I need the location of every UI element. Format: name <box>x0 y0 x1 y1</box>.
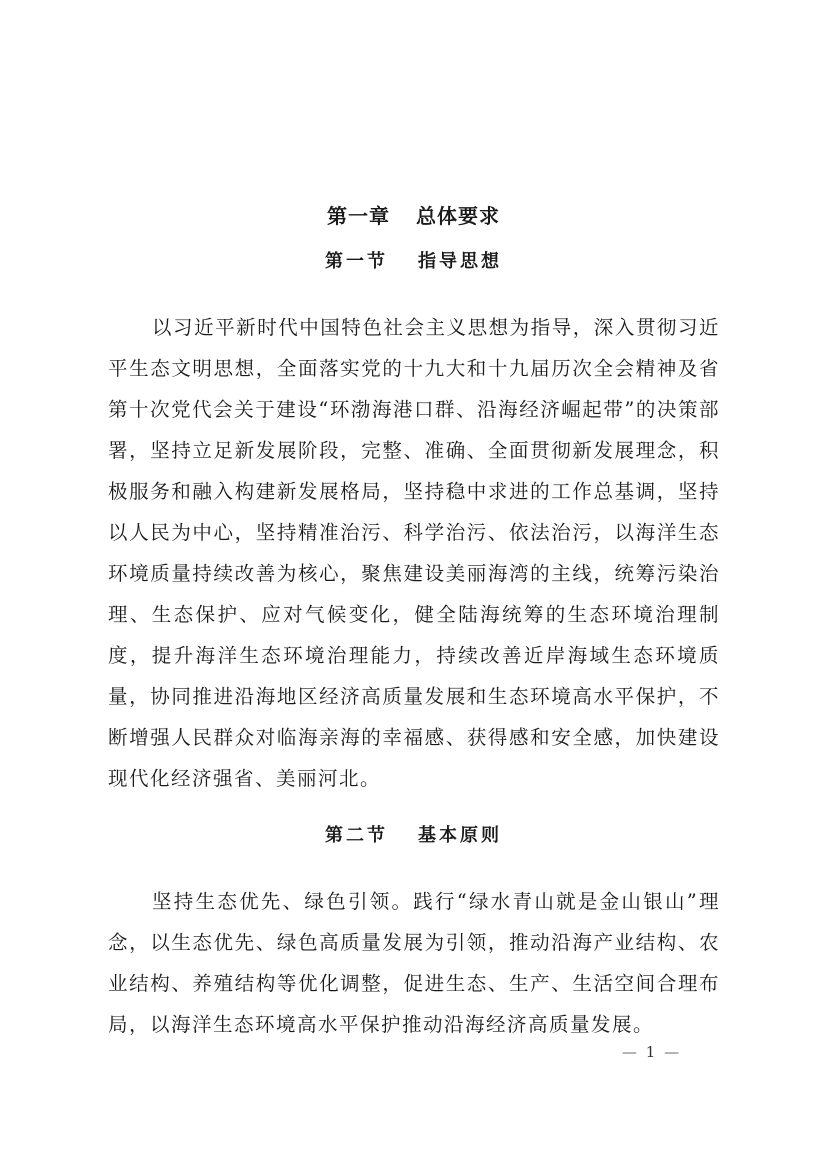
footer-dash-left: — <box>622 1043 639 1061</box>
page-footer <box>622 1043 681 1061</box>
footer-dash-right: — <box>664 1043 682 1061</box>
section-1-paragraph: 以习近平新时代中国特色社会主义思想为指导，深入贯彻习近平生态文明思想，全面落实党的十九大和十九届历次全会精神及省第十次党代会关于建设“环渤海港口群、沿海经济崛起带”的决策部署，坚持立足新发展阶段，完整、准确、全面贯彻新发展理念，积极服务和融入构建新发展格局，坚持稳中求进的工作总基调，坚持以人民为中心，坚持精准治污、科学治污、依法治污，以海洋生态环境质量持续改善为核心，聚焦建设美丽海湾的主线，统筹污染治理、生态保护、应对气候变化，健全陆海统筹的生态环境治理制度，提升海洋生态环境治理能力，持续改善近岸海域生态环境质量，协同推进沿海地区经济高质量发展和生态环境高水平保护，不断增强人民群众对临海亲海的幸福感、获得感和安全感，加快建设现代化经济强省、美丽河北。 <box>108 316 720 790</box>
section-1-number: 第一节 <box>325 251 388 272</box>
section-2-title <box>0 821 827 847</box>
section-2-name: 基本原则 <box>418 825 502 846</box>
page-number: 1 <box>645 1043 658 1061</box>
chapter-title <box>0 200 827 229</box>
section-1-name: 指导思想 <box>418 251 502 272</box>
section-2-number: 第二节 <box>325 825 388 846</box>
chapter-name: 总体要求 <box>416 204 500 228</box>
section-2-paragraph: 坚持生态优先、绿色引领。践行“绿水青山就是金山银山”理念，以生态优先、绿色高质量发展为引领，推动沿海产业结构、农业结构、养殖结构等优化调整，促进生态、生产、生活空间合理布局，以海洋生态环境高水平保护推动沿海经济高质量发展。 <box>108 890 720 1036</box>
section-1-title <box>0 247 827 273</box>
chapter-number: 第一章 <box>327 204 390 228</box>
